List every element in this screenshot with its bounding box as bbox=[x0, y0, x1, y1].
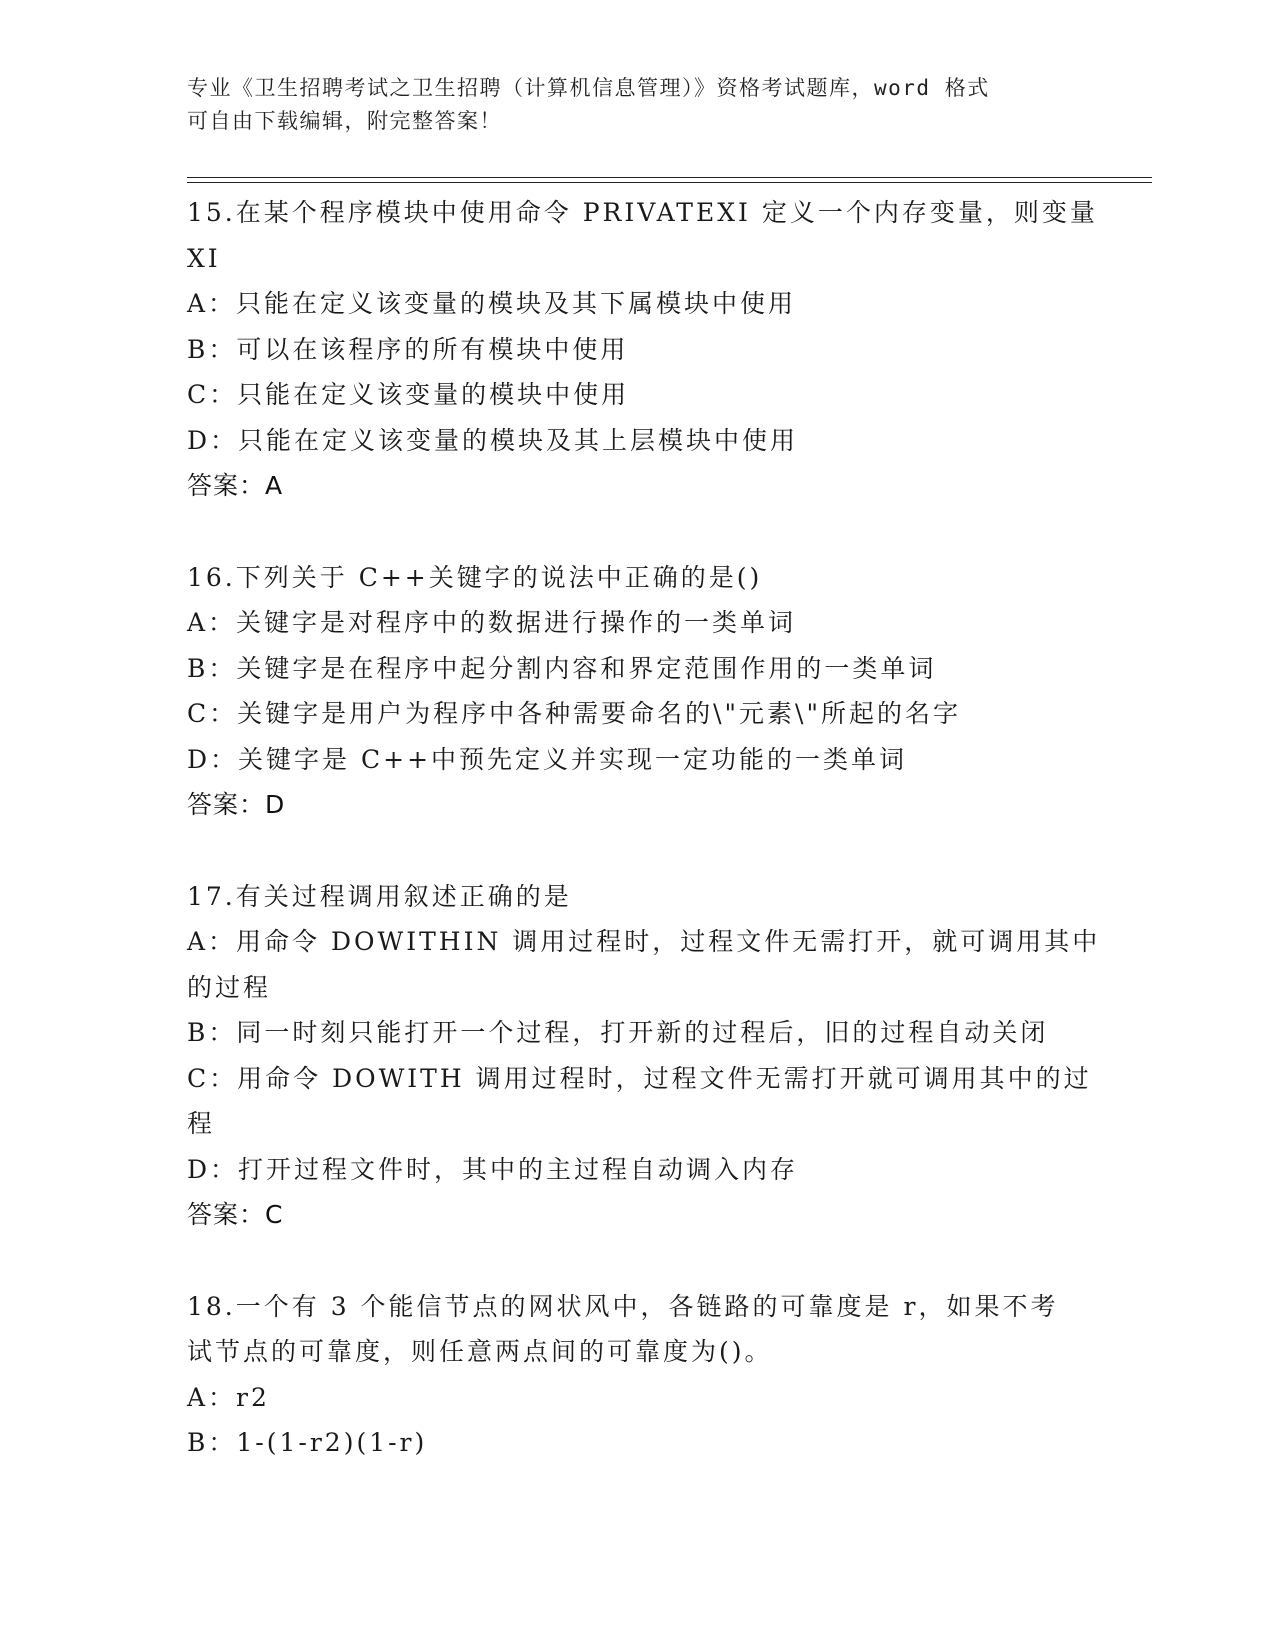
question-stem: 16.下列关于 C++关键字的说法中正确的是() bbox=[187, 562, 763, 592]
answer-option: 的过程 bbox=[187, 972, 272, 1002]
answer-option: B：同一时刻只能打开一个过程，打开新的过程后，旧的过程自动关闭 bbox=[187, 1018, 1049, 1047]
answer-option: B：1-(1-r2)(1-r) bbox=[187, 1428, 428, 1457]
question-list bbox=[187, 190, 1101, 1512]
answer-option: C：用命令 DOWITH 调用过程时，过程文件无需打开就可调用其中的过 bbox=[187, 1063, 1092, 1093]
question-stem: 17.有关过程调用叙述正确的是 bbox=[187, 881, 572, 911]
question-item bbox=[187, 1284, 1087, 1466]
question-stem: 15.在某个程序模块中使用命令 PRIVATEXI 定义一个内存变量，则变量 bbox=[187, 198, 1098, 227]
answer-option: C：只能在定义该变量的模块中使用 bbox=[187, 380, 630, 409]
answer-option: A：r2 bbox=[187, 1382, 270, 1412]
question-stem: 试节点的可靠度，则任意两点间的可靠度为()。 bbox=[187, 1337, 773, 1366]
answer-option: 程 bbox=[187, 1109, 216, 1138]
answer-key: 答案：D bbox=[187, 790, 286, 819]
answer-option: D：打开过程文件时，其中的主过程自动调入内存 bbox=[187, 1154, 799, 1184]
answer-key: 答案：C bbox=[187, 1200, 284, 1229]
question-item bbox=[187, 190, 1098, 509]
answer-option: A：用命令 DOWITHIN 调用过程时，过程文件无需打开，就可调用其中 bbox=[187, 927, 1101, 956]
answer-key: 答案：A bbox=[187, 471, 284, 500]
answer-option: C：关键字是用户为程序中各种需要命名的\"元素\"所起的名字 bbox=[187, 699, 961, 728]
answer-option: D：只能在定义该变量的模块及其上层模块中使用 bbox=[187, 425, 799, 455]
question-stem: 18.一个有 3 个能信节点的网状风中，各链路的可靠度是 r，如果不考 bbox=[187, 1291, 1059, 1321]
answer-option: A：关键字是对程序中的数据进行操作的一类单词 bbox=[187, 608, 797, 637]
header-divider-bottom bbox=[187, 182, 1152, 183]
answer-option: D：关键字是 C++中预先定义并实现一定功能的一类单词 bbox=[187, 744, 908, 774]
question-stem: XI bbox=[187, 243, 221, 273]
question-item bbox=[187, 874, 1101, 1238]
answer-option: B：可以在该程序的所有模块中使用 bbox=[187, 334, 629, 364]
header-line-1: 专业《卫生招聘考试之卫生招聘（计算机信息管理）》资格考试题库，word 格式 bbox=[187, 76, 990, 100]
answer-option: A：只能在定义该变量的模块及其下属模块中使用 bbox=[187, 289, 797, 318]
document-header bbox=[187, 72, 1067, 138]
answer-option: B：关键字是在程序中起分割内容和界定范围作用的一类单词 bbox=[187, 653, 937, 683]
header-divider-top bbox=[187, 177, 1152, 178]
header-line-2: 可自由下载编辑，附完整答案！ bbox=[187, 109, 502, 133]
question-item bbox=[187, 555, 1087, 828]
